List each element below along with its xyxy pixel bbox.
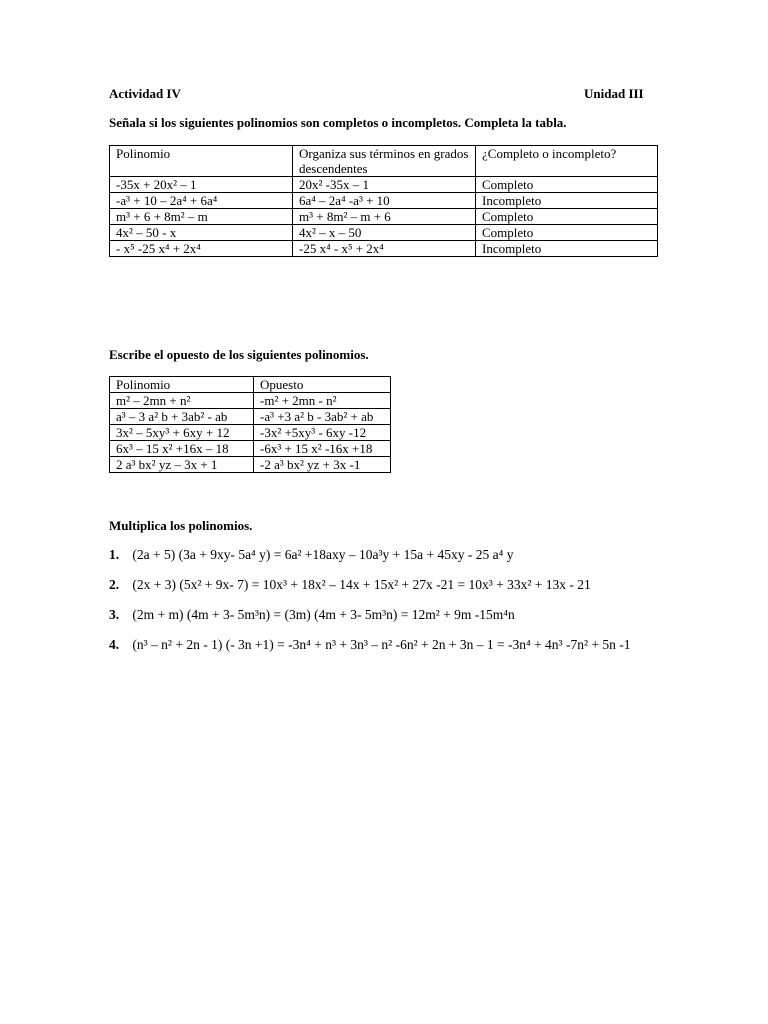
table-cell: a³ – 3 a² b + 3ab² - ab [110,409,254,425]
table-cell: Completo [476,209,658,225]
table-cell: -2 a³ bx² yz + 3x -1 [254,457,391,473]
item-equation: (2x + 3) (5x² + 9x- 7) = 10x³ + 18x² – 14x + 15x² + 27x -21 = 10x³ + 33x² + 13x - 21 [132,577,591,592]
table-cell: - x⁵ -25 x⁴ + 2x⁴ [110,241,293,257]
table-cell: m³ + 8m² – m + 6 [293,209,476,225]
table-row [110,393,391,409]
section2-instruction: Escribe el opuesto de los siguientes polinomios. [109,347,369,362]
table-cell: -3x² +5xy³ - 6xy -12 [254,425,391,441]
table-cell: -25 x⁴ - x⁵ + 2x⁴ [293,241,476,257]
table-row [110,193,658,209]
table-cell: 20x² -35x – 1 [293,177,476,193]
table-cell: 2 a³ bx² yz – 3x + 1 [110,457,254,473]
table-cell: Completo [476,225,658,241]
column-header: Polinomio [110,377,254,393]
polynomial-classification-table [109,145,658,257]
table-row [110,409,391,425]
table-cell: m² – 2mn + n² [110,393,254,409]
table-cell: 3x² – 5xy³ + 6xy + 12 [110,425,254,441]
column-header: Polinomio [110,146,293,177]
table-row [110,425,391,441]
table-cell: -a³ +3 a² b - 3ab² + ab [254,409,391,425]
section3-instruction: Multiplica los polinomios. [109,518,253,533]
item-equation: (n³ – n² + 2n - 1) (- 3n +1) = -3n⁴ + n³ + 3n³ – n² -6n² + 2n + 3n – 1 = -3n⁴ + 4n³ -7n² + 5n -1 [132,637,631,652]
table-header-row [110,377,391,393]
item-equation: (2a + 5) (3a + 9xy- 5a⁴ y) = 6a² +18axy – 10a³y + 15a + 45xy - 25 a⁴ y [132,547,514,562]
table-row [110,225,658,241]
table-row [110,441,391,457]
item-number: 2. [109,577,120,592]
table-cell: Incompleto [476,193,658,209]
table-cell: -m² + 2mn - n² [254,393,391,409]
activity-title: Actividad IV [109,86,181,101]
table-row [110,241,658,257]
table-cell: -a³ + 10 – 2a⁴ + 6a⁴ [110,193,293,209]
table-cell: 4x² – x – 50 [293,225,476,241]
table-cell: 6a⁴ – 2a⁴ -a³ + 10 [293,193,476,209]
opposite-polynomials-table [109,376,391,473]
column-header: ¿Completo o incompleto? [476,146,658,177]
table-cell: 4x² – 50 - x [110,225,293,241]
column-header: Organiza sus términos en grados descendentes [293,146,476,177]
multiplication-item [109,637,631,653]
table-cell: -6x³ + 15 x² -16x +18 [254,441,391,457]
table-row [110,457,391,473]
table-cell: -35x + 20x² – 1 [110,177,293,193]
column-header: Opuesto [254,377,391,393]
item-equation: (2m + m) (4m + 3- 5m³n) = (3m) (4m + 3- 5m³n) = 12m² + 9m -15m⁴n [132,607,515,622]
table-cell: 6x³ – 15 x² +16x – 18 [110,441,254,457]
unit-title: Unidad III [584,86,644,101]
item-number: 1. [109,547,120,562]
table-cell: m³ + 6 + 8m² – m [110,209,293,225]
multiplication-item [109,547,513,563]
table-cell: Incompleto [476,241,658,257]
section1-instruction: Señala si los siguientes polinomios son completos o incompletos. Completa la tabla. [109,115,567,130]
item-number: 4. [109,637,120,652]
table-row [110,177,658,193]
multiplication-item [109,577,591,593]
table-cell: Completo [476,177,658,193]
table-row [110,209,658,225]
table-header-row [110,146,658,177]
multiplication-item [109,607,515,623]
item-number: 3. [109,607,120,622]
